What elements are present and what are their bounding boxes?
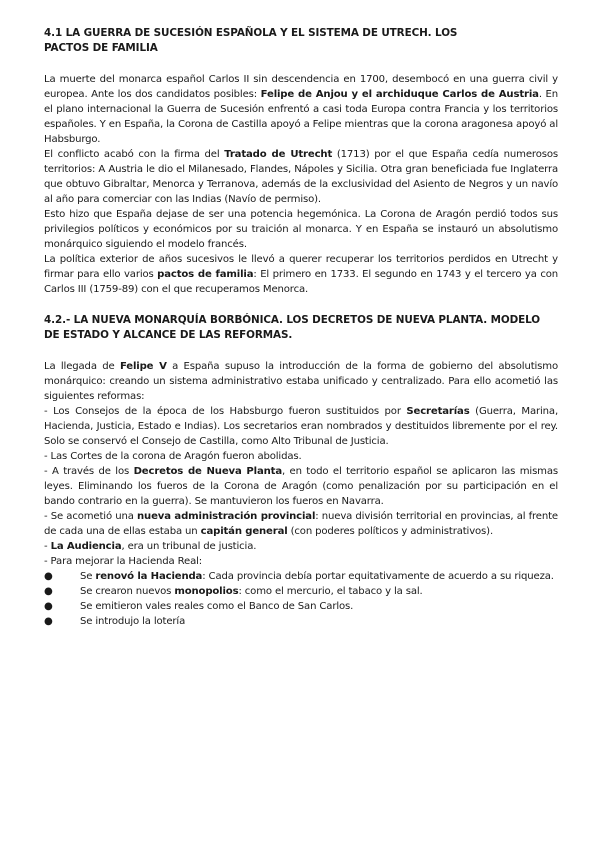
section-1-heading-line-1: 4.1 LA GUERRA DE SUCESIÓN ESPAÑOLA Y EL SISTEMA DE UTRECH. LOS xyxy=(44,27,458,39)
reform-item-audiencia xyxy=(44,539,558,554)
bullet-item-loteria xyxy=(44,614,558,629)
bullet-item-hacienda xyxy=(44,569,558,584)
section-1-heading-line-2: PACTOS DE FAMILIA xyxy=(44,42,158,54)
bold-text: La Audiencia xyxy=(50,541,122,552)
section-2-paragraph-1 xyxy=(44,359,558,404)
bullet-text: Se introdujo la lotería xyxy=(80,616,186,627)
text-run: a España supuso la introducción de la forma de gobierno del absolutismo monárquico: creando un sistema administrativo estaba unificado y centralizado. Para ello acometió las siguientes reformas: xyxy=(44,361,558,402)
text-run: - xyxy=(44,541,51,552)
reform-item-cortes: - Las Cortes de la corona de Aragón fueron abolidas. xyxy=(44,451,302,462)
bold-text: Felipe V xyxy=(119,361,167,372)
section-2-heading: 4.2.- LA NUEVA MONARQUÍA BORBÓNICA. LOS DECRETOS DE NUEVA PLANTA. MODELO DE ESTADO Y ALCANCE DE LAS REFORMAS. xyxy=(44,314,541,341)
reform-item-administracion xyxy=(44,509,558,539)
text-run: - Se acometió una xyxy=(44,511,137,522)
section-1-paragraph-2 xyxy=(44,147,558,207)
reform-item-decretos xyxy=(44,464,558,509)
bold-text: capitán general xyxy=(200,526,288,537)
text-run: (1713) por el que España cedía numerosos territorios: A Austria le dio el Milanesado, Flandes, Nápoles y Sicilia. Otra gran beneficiada fue Inglaterra que obtuvo Gibraltar, Menorca y Terranova, además de la exclusividad del Asiento de Negros y un navío al año para comerciar con las Indias (Navío de permiso). xyxy=(44,149,558,205)
text-run: : Cada provincia debía portar equitativamente de acuerdo a su riqueza. xyxy=(202,571,554,582)
text-run: (con poderes políticos y administrativos). xyxy=(287,526,494,537)
text-run: Se crearon nuevos xyxy=(80,586,175,597)
text-run: La política exterior de años sucesivos le llevó a querer recuperar los territorios perdidos en Utrecht y firmar para ello varios xyxy=(44,254,558,280)
bullet-text xyxy=(80,584,558,599)
section-1-paragraph-3: Esto hizo que España dejase de ser una potencia hegemónica. La Corona de Aragón perdió todos sus privilegios políticos y económicos por su traición al monarca. Y en España se instauró un absolutismo monárquico siguiendo el modelo francés. xyxy=(44,209,558,250)
text-run: (Guerra, Marina, Hacienda, Justicia, Estado e Indias). Los secretarios eran nombrados y destituidos libremente por el rey. Solo se conservó el Consejo de Castilla, como Alto Tribunal de Justicia. xyxy=(44,406,559,447)
text-run: - A través de los xyxy=(44,466,134,477)
text-run: La muerte del monarca español Carlos II sin descendencia en 1700, desembocó en una guerra civil y europea. Ante los dos candidatos posibles: xyxy=(44,74,558,100)
bold-text: Decretos de Nueva Planta xyxy=(133,466,282,477)
bullet-item-vales xyxy=(44,599,558,614)
text-run: Se xyxy=(80,571,96,582)
bullet-text: Se emitieron vales reales como el Banco de San Carlos. xyxy=(80,601,354,612)
bold-text: nueva administración provincial xyxy=(137,511,316,522)
text-run: : como el mercurio, el tabaco y la sal. xyxy=(238,586,423,597)
text-run: . En el plano internacional la Guerra de Sucesión enfrentó a casi toda Europa contra Francia y los territorios españoles. Y en España, la Corona de Castilla apoyó a Felipe mientras que la corona aragonesa apoyó al Habsburgo. xyxy=(44,89,558,145)
bullet-item-monopolios xyxy=(44,584,558,599)
text-run: El conflicto acabó con la firma del xyxy=(44,149,225,160)
bullet-icon: ● xyxy=(44,616,53,627)
section-1-heading xyxy=(44,26,558,56)
bold-text: Felipe de Anjou y el archiduque Carlos de Austria xyxy=(260,89,539,100)
text-run: - Los Consejos de la época de los Habsburgo fueron sustituidos por xyxy=(44,406,407,417)
bold-text: renovó la Hacienda xyxy=(95,571,203,582)
section-1-paragraph-4 xyxy=(44,252,558,297)
reform-item-secretarias xyxy=(44,404,558,449)
bold-text: Tratado de Utrecht xyxy=(224,149,333,160)
section-1-paragraph-1 xyxy=(44,72,558,147)
text-run: : nueva división territorial en provincias, al frente de cada una de ellas estaba un xyxy=(44,511,558,537)
bold-text: Secretarías xyxy=(406,406,470,417)
bold-text: pactos de familia xyxy=(157,269,254,280)
bullet-icon: ● xyxy=(44,586,53,597)
text-run: : El primero en 1733. El segundo en 1743 y el tercero ya con Carlos III (1759-89) con el que recuperamos Menorca. xyxy=(44,269,559,295)
text-run: , en todo el territorio español se aplicaron las mismas leyes. Eliminando los fueros de la Corona de Aragón (como penalización por su participación en el bando contrario en la guerra). Se mantuvieron los fueros en Navarra. xyxy=(44,466,559,507)
text-run: La llegada de xyxy=(44,361,120,372)
document-page xyxy=(44,26,558,629)
reform-item-hacienda: - Para mejorar la Hacienda Real: xyxy=(44,556,203,567)
text-run: , era un tribunal de justicia. xyxy=(121,541,257,552)
bold-text: monopolios xyxy=(174,586,239,597)
bullet-icon: ● xyxy=(44,571,53,582)
bullet-icon: ● xyxy=(44,601,53,612)
